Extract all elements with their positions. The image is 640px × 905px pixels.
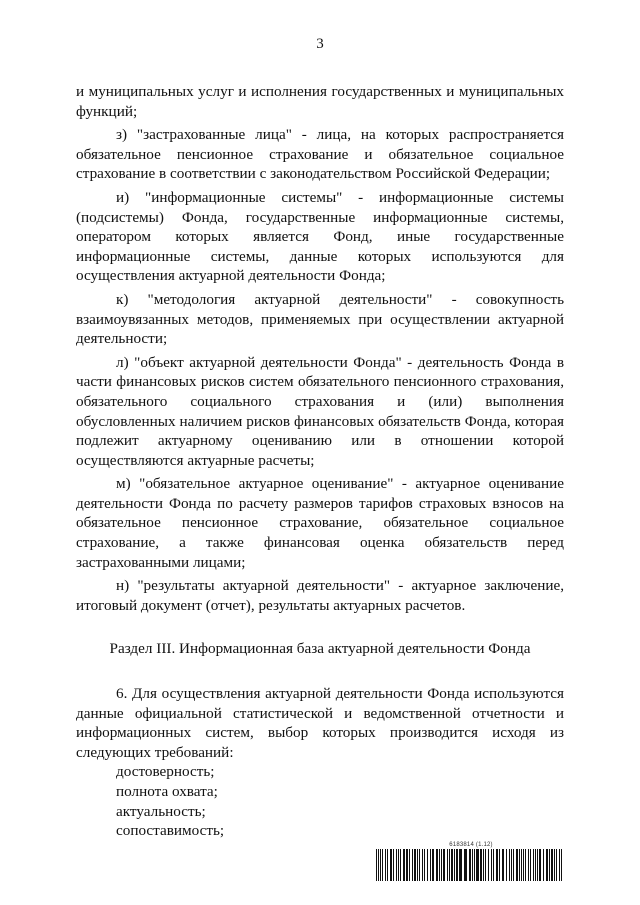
barcode-bar xyxy=(412,849,413,881)
barcode-bar xyxy=(551,849,553,881)
barcode-bar xyxy=(417,849,418,881)
barcode-bar xyxy=(561,849,562,881)
requirement-item: полнота охвата; xyxy=(116,783,218,800)
paragraph-6: 6. Для осуществления актуарной деятельности Фонда используются данные официальной статистической и ведомственной отчетности и информационных систем, выбор которых производится исходя из следующих требований: xyxy=(76,685,564,761)
barcode-bar xyxy=(491,849,492,881)
barcode-bar xyxy=(546,849,548,881)
barcode-number: 6183814 (1.12) xyxy=(449,842,493,848)
definition-l: л) "объект актуарной деятельности Фонда" - деятельность Фонда в части финансовых рисков систем обязательного пенсионного страхования, обязательного социального страхования и (или) выполнения обусловленных наличием рисков финансовых обязательств Фонда, которая подлежит актуарному оцениванию или в отношении которой осуществляются актуарные расчеты; xyxy=(76,353,564,469)
barcode-bar xyxy=(509,849,510,881)
barcode-bar xyxy=(456,849,458,881)
barcode-bar xyxy=(430,849,431,881)
barcode-bar xyxy=(396,849,397,881)
barcode-bar xyxy=(516,849,518,881)
barcode-bar xyxy=(485,849,486,881)
barcode-bar xyxy=(390,849,392,881)
barcode-image xyxy=(376,849,566,881)
definition-n: н) "результаты актуарной деятельности" - актуарное заключение, итоговый документ (отчет), результаты актуарных расчетов. xyxy=(76,577,564,614)
barcode-bar xyxy=(472,849,473,881)
barcode-bar xyxy=(502,849,504,881)
definition-m: м) "обязательное актуарное оценивание" - актуарное оценивание деятельности Фонда по расчету размеров тарифов страховых взносов на обязательное пенсионное страхование, обязательное социальное страхование, а также финансовая оценка обязательств перед застрахованными лицами; xyxy=(76,475,564,571)
barcode-bar xyxy=(439,849,440,881)
barcode-bar xyxy=(422,849,423,881)
barcode-bar xyxy=(559,849,560,881)
barcode-bar xyxy=(511,849,512,881)
barcode-bar xyxy=(451,849,453,881)
barcode-bar xyxy=(432,849,434,881)
barcode-bar xyxy=(449,849,450,881)
definition-z: з) "застрахованные лица" - лица, на которых распространяется обязательное пенсионное страхование и обязательное социальное страхование в соответствии с законодательством Российской Федерации; xyxy=(76,126,564,183)
definition-k: к) "методология актуарной деятельности" - совокупность взаимоувязанных методов, применяемых при осуществлении актуарной деятельности; xyxy=(76,290,564,348)
barcode-bar xyxy=(480,849,482,881)
barcode-bar xyxy=(469,849,471,881)
barcode-bar xyxy=(436,849,438,881)
barcode-bar xyxy=(556,849,557,881)
barcode-bar xyxy=(513,849,514,881)
barcode-bar xyxy=(493,849,494,881)
barcode-bar xyxy=(419,849,420,881)
barcode-bar xyxy=(530,849,531,881)
barcode-bar xyxy=(393,849,394,881)
barcode-bar xyxy=(443,849,445,881)
document-body xyxy=(76,82,564,841)
barcode-bar xyxy=(424,849,425,881)
section-title: Раздел III. Информационная база актуарной деятельности Фонда xyxy=(109,640,531,658)
barcode-bar xyxy=(474,849,475,881)
barcode-bar xyxy=(403,849,405,881)
barcode-bar xyxy=(506,849,507,881)
barcode-bar xyxy=(387,849,388,881)
barcode-bar xyxy=(464,849,467,881)
paragraph-continuation: и муниципальных услуг и исполнения государственных и муниципальных функций; xyxy=(76,83,564,120)
barcode-bar xyxy=(409,849,410,881)
definition-i: и) "информационные системы" - информационные системы (подсистемы) Фонда, государственные информационные системы, оператором которых является Фонд, иные государственные информационные системы, данные которых используются для осуществления актуарной деятельности Фонда; xyxy=(76,188,564,285)
barcode-bar xyxy=(406,849,408,881)
barcode-bar xyxy=(382,849,383,881)
barcode-bar xyxy=(519,849,520,881)
requirement-item: актуальность; xyxy=(116,802,206,820)
barcode-bar xyxy=(378,849,379,881)
requirement-item: сопоставимость; xyxy=(116,822,225,840)
barcode-bar xyxy=(496,849,498,881)
barcode-bar xyxy=(525,849,526,881)
requirement-item: достоверность; xyxy=(116,763,215,781)
barcode-bar xyxy=(483,849,484,881)
barcode-bar xyxy=(380,849,381,881)
barcode-bar xyxy=(533,849,534,881)
barcode-bar xyxy=(385,849,386,881)
barcode-bar xyxy=(454,849,455,881)
barcode-bar xyxy=(523,849,524,881)
barcode-bar xyxy=(549,849,550,881)
barcode-bar xyxy=(521,849,522,881)
page-number: 3 xyxy=(316,36,324,52)
barcode-bar xyxy=(414,849,416,881)
barcode-bar xyxy=(459,849,462,881)
barcode-bar xyxy=(447,849,448,881)
barcode-bar xyxy=(398,849,399,881)
barcode-bar xyxy=(539,849,541,881)
barcode-bar xyxy=(528,849,529,881)
barcode-bar xyxy=(427,849,428,881)
barcode-bar xyxy=(441,849,442,881)
barcode-bar xyxy=(400,849,401,881)
barcode-bar xyxy=(554,849,555,881)
barcode-bar xyxy=(476,849,479,881)
barcode-block xyxy=(376,842,566,881)
barcode-bar xyxy=(488,849,489,881)
barcode-bar xyxy=(537,849,538,881)
barcode-bar xyxy=(499,849,500,881)
barcode-bar xyxy=(543,849,544,881)
barcode-bar xyxy=(535,849,536,881)
barcode-bar xyxy=(376,849,377,881)
